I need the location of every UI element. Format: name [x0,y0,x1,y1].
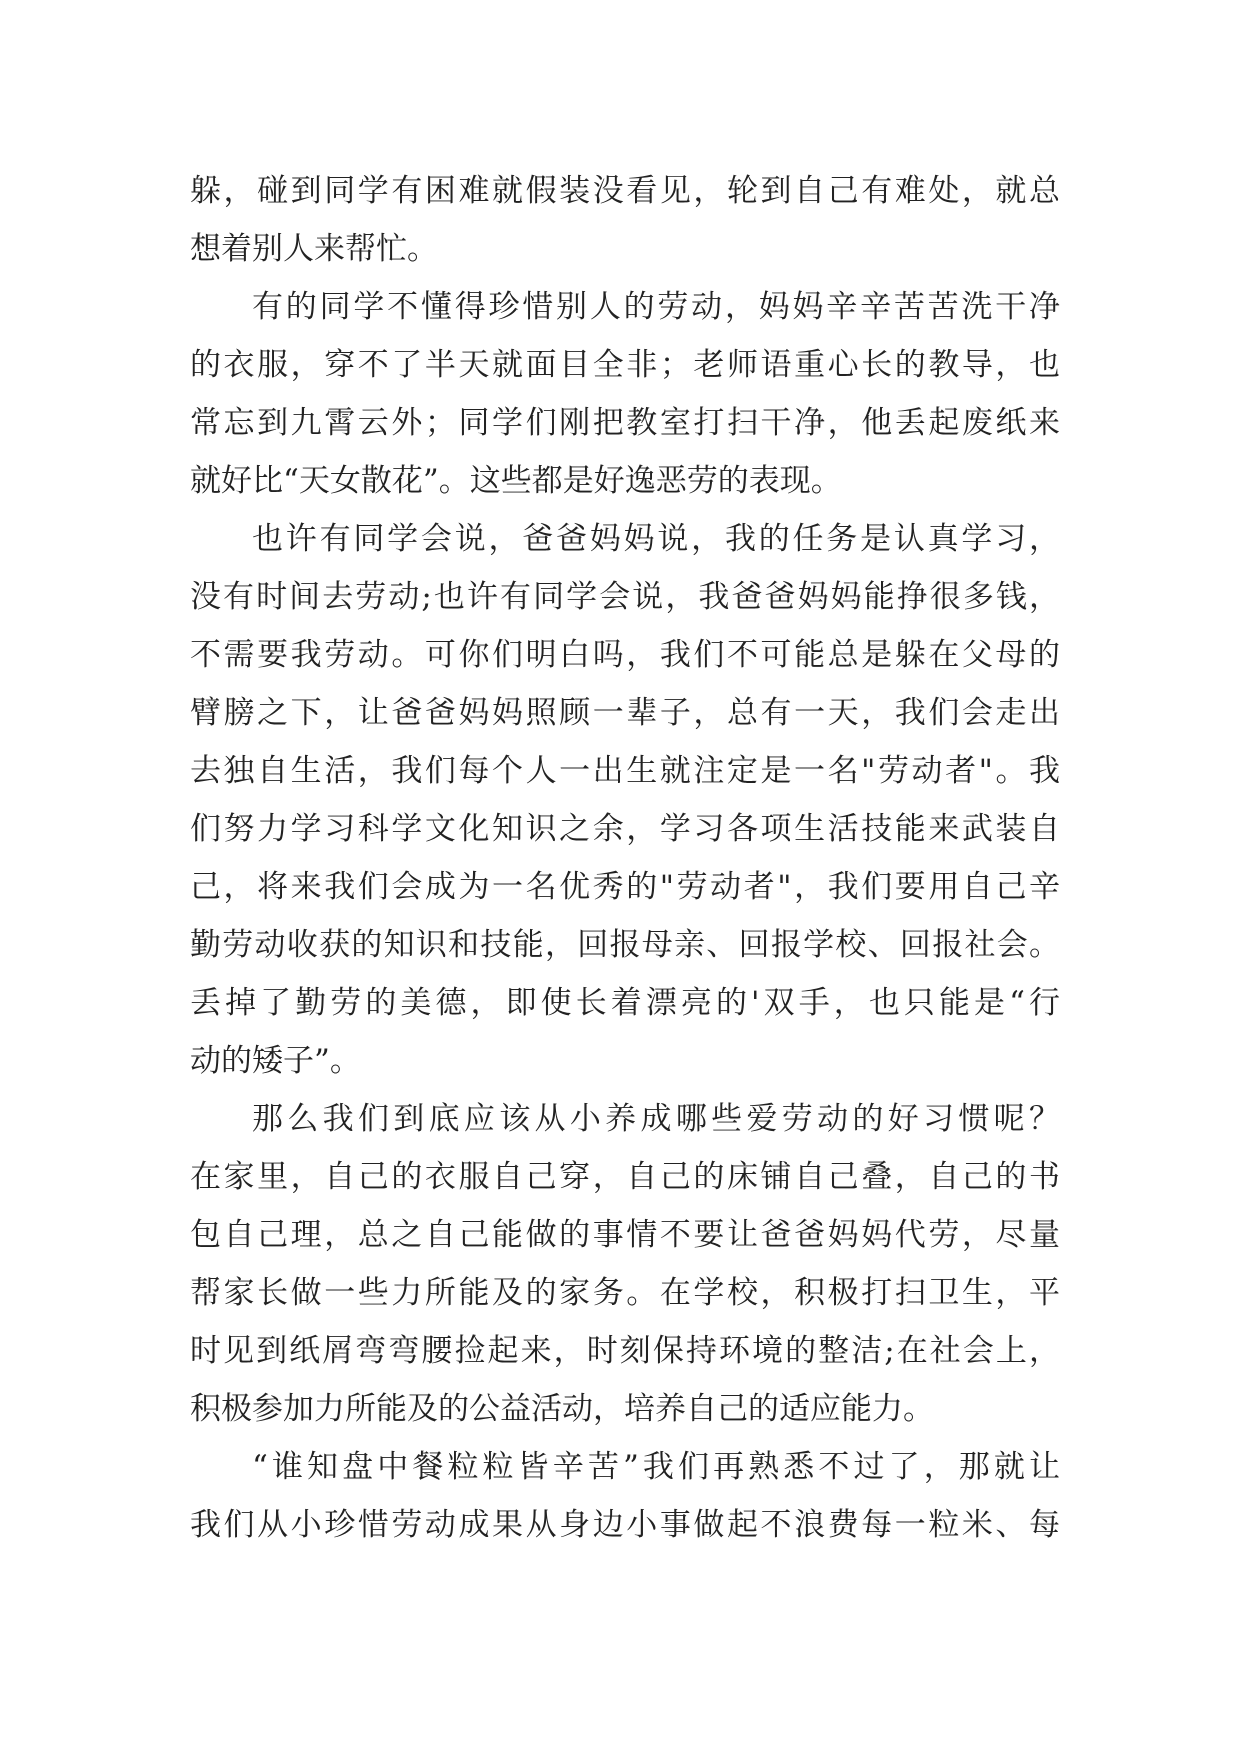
text-line: 们努力学习科学文化知识之余，学习各项生活技能来武装自 [190,811,1060,847]
text-line: 有的同学不懂得珍惜别人的劳动，妈妈辛辛苦苦洗干净 [252,289,1060,325]
text-line: 时见到纸屑弯弯腰捡起来，时刻保持环境的整洁;在社会上， [190,1333,1060,1369]
text-line: 想着别人来帮忙。 [190,231,438,267]
text-line: 不需要我劳动。可你们明白吗，我们不可能总是躲在父母的 [190,637,1060,673]
text-line: 丢掉了勤劳的美德，即使长着漂亮的'双手，也只能是“行 [190,985,1060,1021]
text-line: 在家里，自己的衣服自己穿，自己的床铺自己叠，自己的书 [190,1159,1060,1195]
text-line: 没有时间去劳动;也许有同学会说，我爸爸妈妈能挣很多钱， [190,579,1060,615]
text-line: 动的矮子”。 [190,1043,361,1079]
text-line: “谁知盘中餐粒粒皆辛苦”我们再熟悉不过了，那就让 [252,1449,1060,1485]
text-line: 就好比“天女散花”。这些都是好逸恶劳的表现。 [190,463,842,499]
text-line: 己，将来我们会成为一名优秀的"劳动者"，我们要用自己辛 [190,869,1060,905]
text-line: 也许有同学会说，爸爸妈妈说，我的任务是认真学习， [252,521,1060,557]
text-line: 臂膀之下，让爸爸妈妈照顾一辈子，总有一天，我们会走出 [190,695,1060,731]
body-text [190,162,1060,1554]
text-line: 常忘到九霄云外；同学们刚把教室打扫干净，他丢起废纸来 [190,405,1060,441]
text-line: 躲，碰到同学有困难就假装没看见，轮到自己有难处，就总 [190,173,1060,209]
text-line: 我们从小珍惜劳动成果从身边小事做起不浪费每一粒米、每 [190,1507,1060,1543]
text-line: 去独自生活，我们每个人一出生就注定是一名"劳动者"。我 [190,753,1060,789]
text-line: 那么我们到底应该从小养成哪些爱劳动的好习惯呢？ [252,1101,1060,1137]
text-line: 勤劳动收获的知识和技能，回报母亲、回报学校、回报社会。 [190,927,1060,963]
text-line: 积极参加力所能及的公益活动，培养自己的适应能力。 [190,1391,934,1427]
text-line: 包自己理，总之自己能做的事情不要让爸爸妈妈代劳，尽量 [190,1217,1060,1253]
text-line: 帮家长做一些力所能及的家务。在学校，积极打扫卫生，平 [190,1275,1060,1311]
text-line: 的衣服，穿不了半天就面目全非；老师语重心长的教导，也 [190,347,1060,383]
